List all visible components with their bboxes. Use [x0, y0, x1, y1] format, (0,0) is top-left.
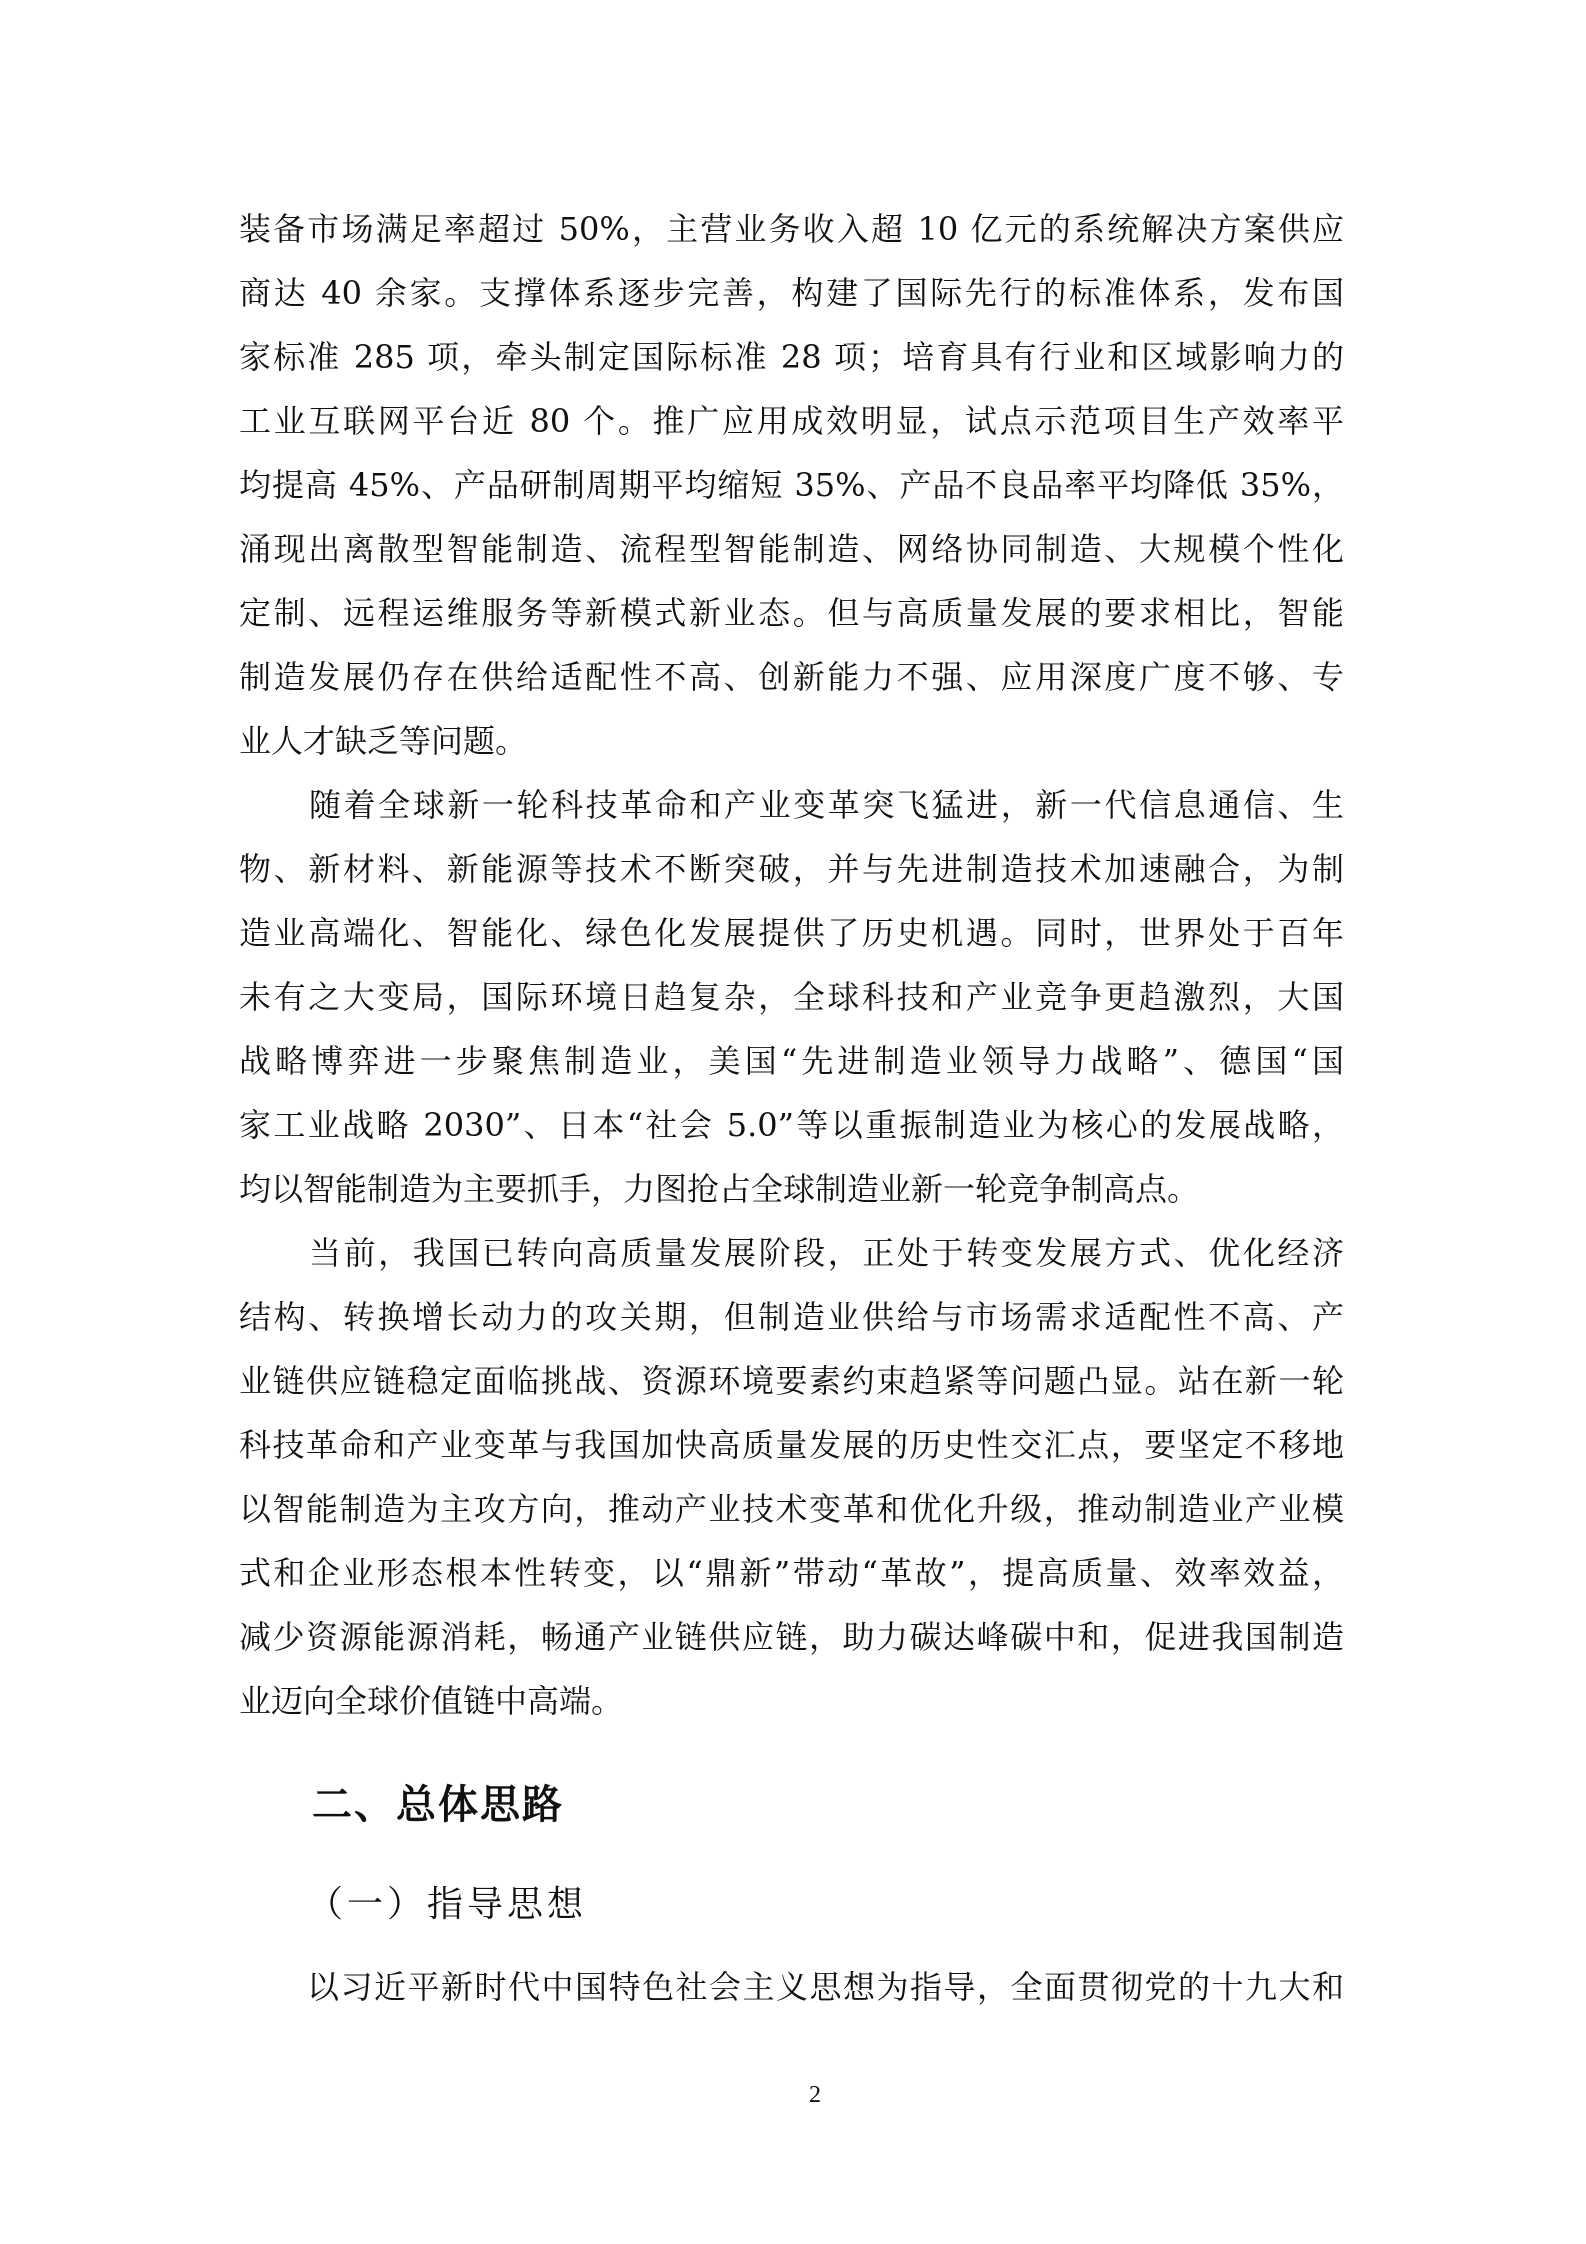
text-line: 业人才缺乏等问题。 — [239, 722, 528, 760]
text-line: 以智能制造为主攻方向，推动产业技术变革和优化升级，推动制造业产业模 — [239, 1490, 1344, 1528]
text-line: 均以智能制造为主要抓手，力图抢占全球制造业新一轮竞争制高点。 — [239, 1170, 1200, 1208]
page-number: 2 — [809, 2082, 821, 2108]
text-line: 战略博弈进一步聚焦制造业，美国“先进制造业领导力战略”、德国“国 — [239, 1042, 1344, 1080]
body-text — [239, 197, 1344, 1733]
text-line: 均提高 45%、产品研制周期平均缩短 35%、产品不良品率平均降低 35%， — [239, 466, 1344, 504]
text-line: 业迈向全球价值链中高端。 — [239, 1682, 624, 1720]
text-line: 式和企业形态根本性转变，以“鼎新”带动“革故”，提高质量、效率效益， — [239, 1554, 1344, 1592]
text-line: 以习近平新时代中国特色社会主义思想为指导，全面贯彻党的十九大和 — [307, 1968, 1344, 2006]
text-line: 家工业战略 2030”、日本“社会 5.0”等以重振制造业为核心的发展战略， — [239, 1106, 1344, 1144]
text-line: 物、新材料、新能源等技术不断突破，并与先进制造技术加速融合，为制 — [239, 850, 1344, 888]
text-line: 结构、转换增长动力的攻关期，但制造业供给与市场需求适配性不高、产 — [239, 1298, 1344, 1336]
text-line: 造业高端化、智能化、绿色化发展提供了历史机遇。同时，世界处于百年 — [239, 914, 1344, 952]
section-heading: 二、总体思路 — [312, 1782, 564, 1828]
text-line: 家标准 285 项，牵头制定国际标准 28 项；培育具有行业和区域影响力的 — [239, 338, 1344, 376]
text-line: 业链供应链稳定面临挑战、资源环境要素约束趋紧等问题凸显。站在新一轮 — [239, 1362, 1344, 1400]
text-line: 减少资源能源消耗，畅通产业链供应链，助力碳达峰碳中和，促进我国制造 — [239, 1618, 1344, 1656]
text-line: 随着全球新一轮科技革命和产业变革突飞猛进，新一代信息通信、生 — [309, 786, 1344, 824]
text-line: 涌现出离散型智能制造、流程型智能制造、网络协同制造、大规模个性化 — [239, 530, 1344, 568]
text-line: 商达 40 余家。支撑体系逐步完善，构建了国际先行的标准体系，发布国 — [239, 274, 1344, 312]
text-line: 当前，我国已转向高质量发展阶段，正处于转变发展方式、优化经济 — [309, 1234, 1344, 1272]
paragraph-1 — [239, 197, 1344, 773]
text-line: 装备市场满足率超过 50%，主营业务收入超 10 亿元的系统解决方案供应 — [239, 210, 1344, 248]
text-line: 科技革命和产业变革与我国加快高质量发展的历史性交汇点，要坚定不移地 — [239, 1426, 1344, 1464]
text-line: 制造发展仍存在供给适配性不高、创新能力不强、应用深度广度不够、专 — [239, 658, 1344, 696]
text-line: 未有之大变局，国际环境日趋复杂，全球科技和产业竞争更趋激烈，大国 — [239, 978, 1344, 1016]
paragraph-4 — [307, 1955, 1344, 2019]
subsection-heading: （一）指导思想 — [307, 1884, 588, 1925]
text-line: 工业互联网平台近 80 个。推广应用成效明显，试点示范项目生产效率平 — [239, 402, 1344, 440]
text-line: 定制、远程运维服务等新模式新业态。但与高质量发展的要求相比，智能 — [239, 594, 1344, 632]
paragraph-2 — [239, 773, 1344, 1221]
paragraph-3 — [239, 1221, 1344, 1733]
